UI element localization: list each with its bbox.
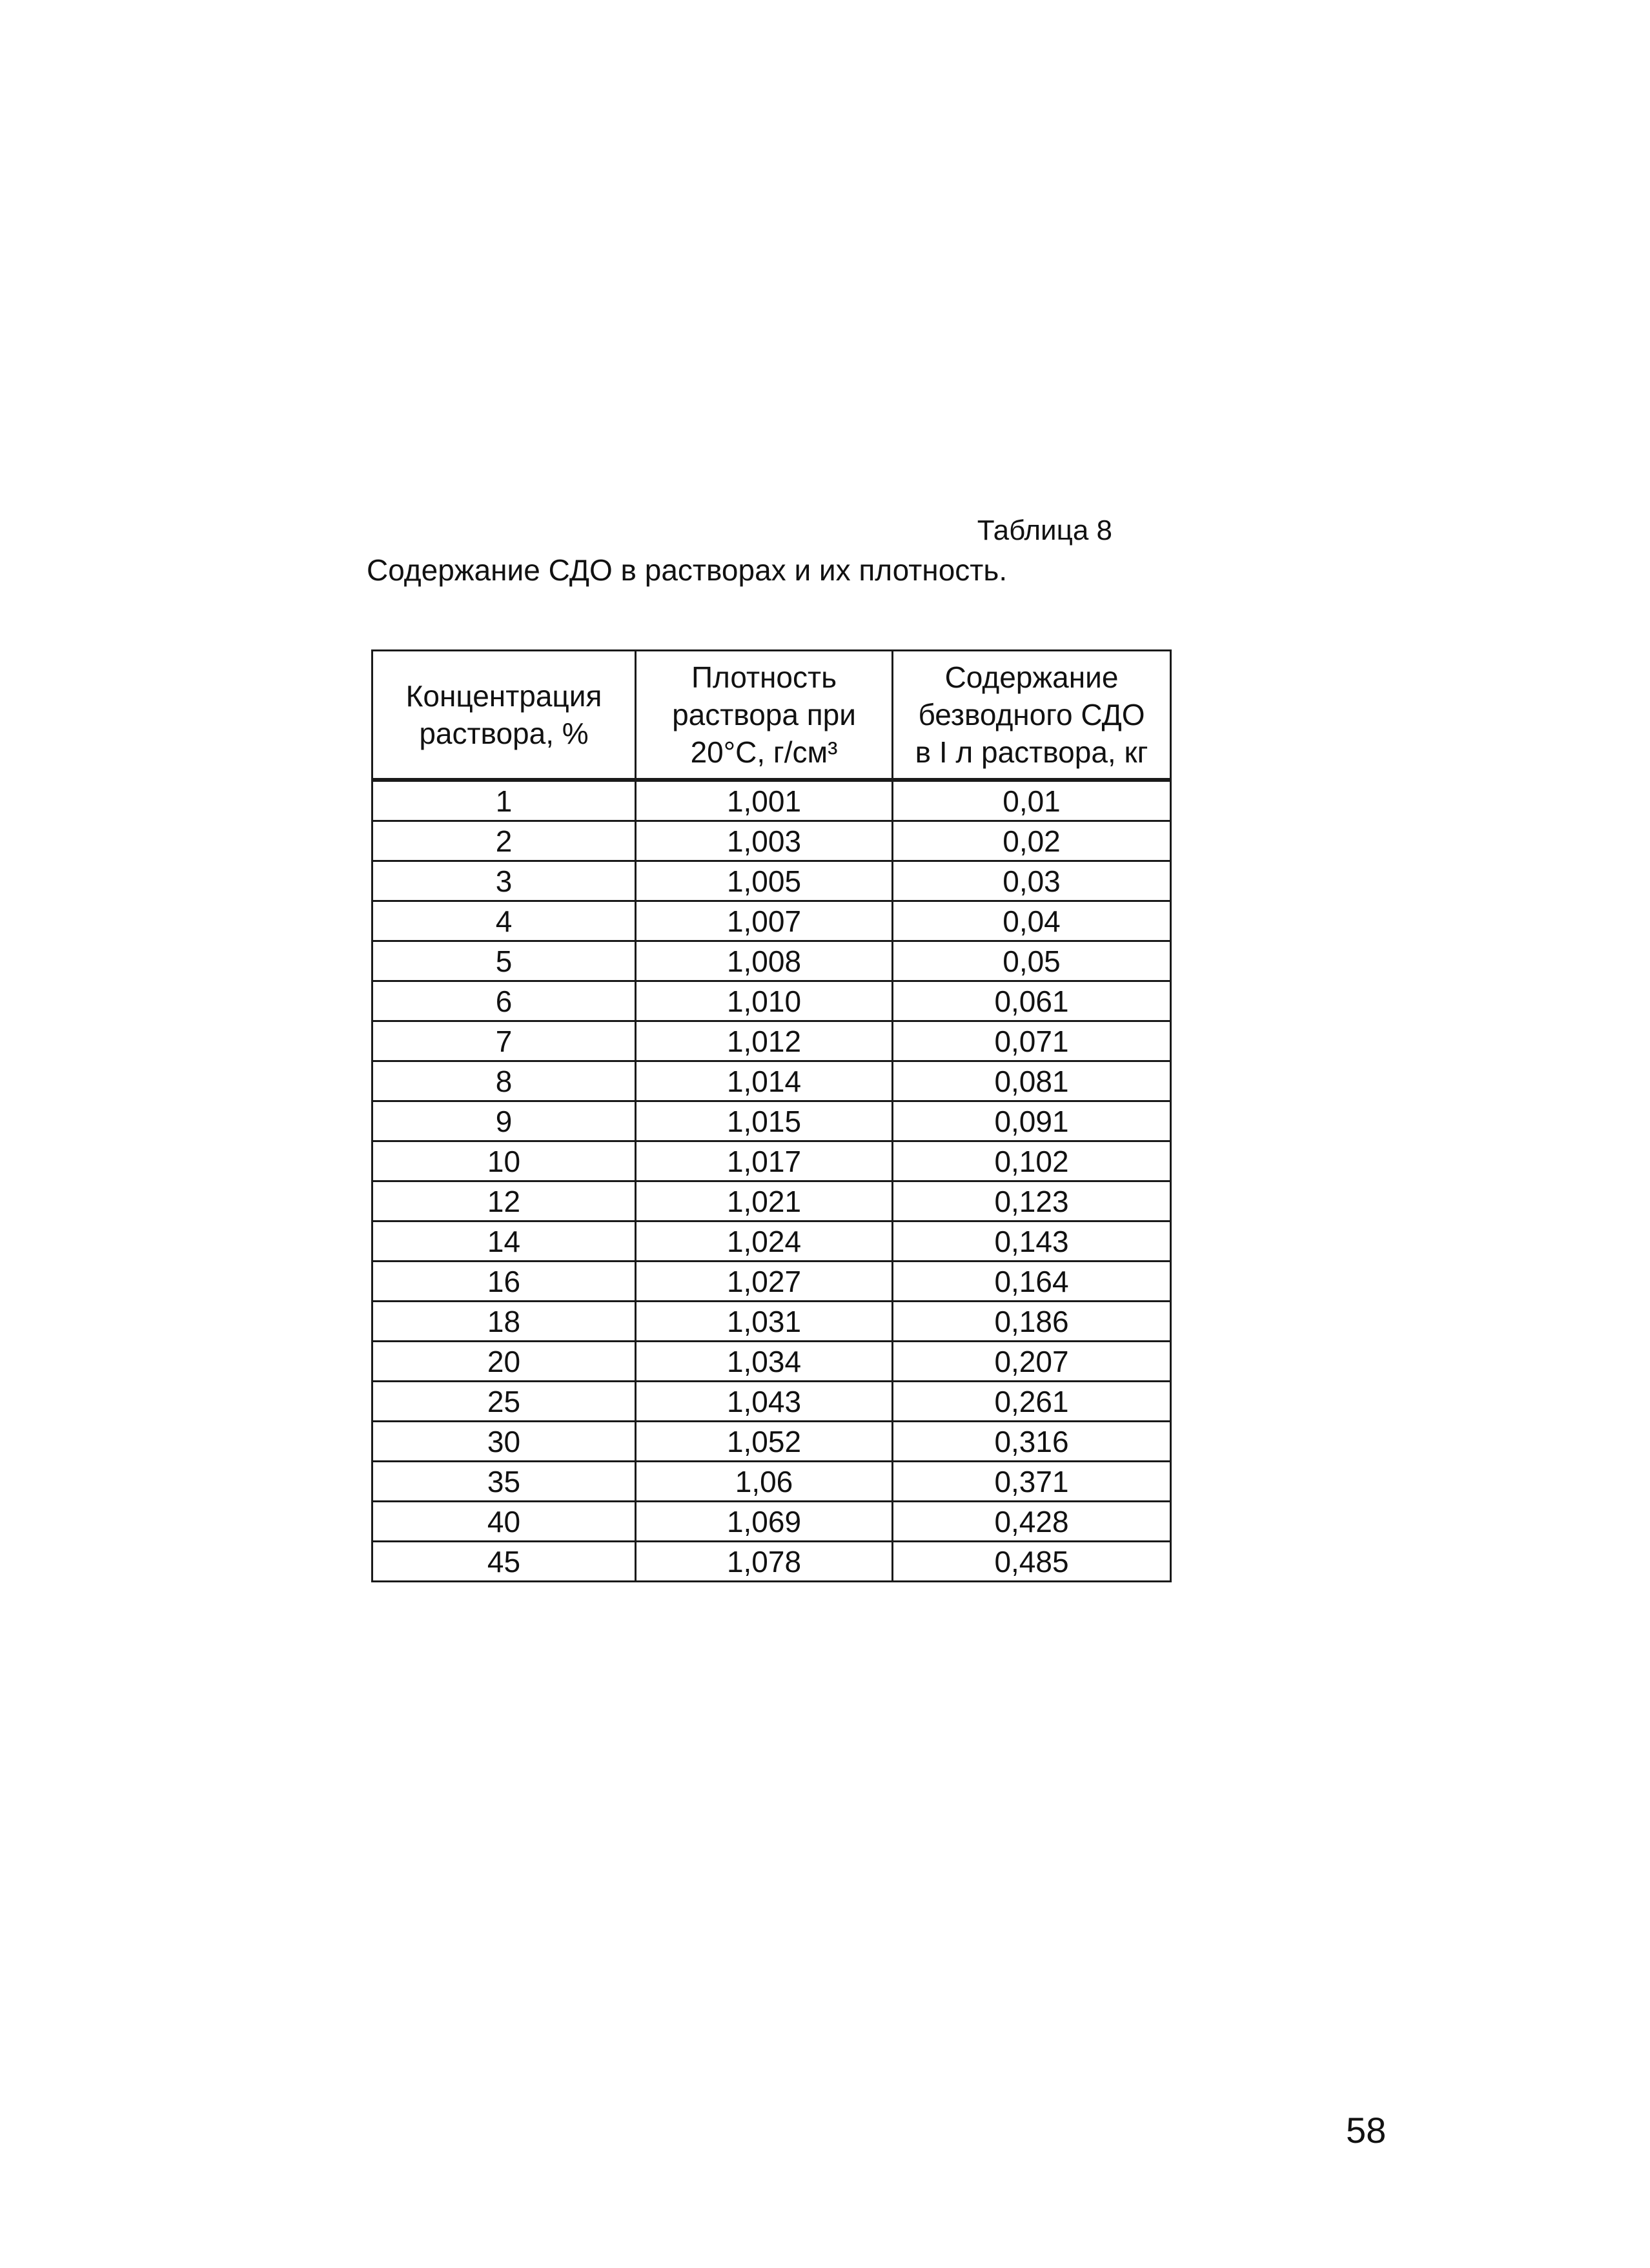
header-line: 20°С, г/см³ — [690, 735, 838, 769]
cell-concentration: 25 — [372, 1382, 636, 1422]
table-row — [372, 981, 1171, 1021]
cell-concentration: 6 — [372, 981, 636, 1021]
table-row — [372, 1422, 1171, 1462]
cell-content: 0,05 — [893, 941, 1171, 981]
cell-content: 0,428 — [893, 1502, 1171, 1542]
cell-content: 0,207 — [893, 1342, 1171, 1382]
table-row — [372, 1021, 1171, 1061]
data-table — [371, 649, 1172, 1582]
cell-content: 0,123 — [893, 1181, 1171, 1221]
cell-concentration: 5 — [372, 941, 636, 981]
cell-concentration: 14 — [372, 1221, 636, 1262]
cell-concentration: 12 — [372, 1181, 636, 1221]
cell-content: 0,316 — [893, 1422, 1171, 1462]
cell-content: 0,485 — [893, 1542, 1171, 1582]
table-row — [372, 1061, 1171, 1101]
cell-content: 0,081 — [893, 1061, 1171, 1101]
table-row — [372, 1342, 1171, 1382]
table-row — [372, 1462, 1171, 1502]
cell-content: 0,143 — [893, 1221, 1171, 1262]
cell-concentration: 1 — [372, 780, 636, 821]
cell-density: 1,069 — [636, 1502, 893, 1542]
table-row — [372, 861, 1171, 901]
cell-density: 1,010 — [636, 981, 893, 1021]
cell-content: 0,261 — [893, 1382, 1171, 1422]
cell-density: 1,021 — [636, 1181, 893, 1221]
cell-concentration: 10 — [372, 1141, 636, 1181]
cell-density: 1,078 — [636, 1542, 893, 1582]
cell-concentration: 20 — [372, 1342, 636, 1382]
cell-concentration: 3 — [372, 861, 636, 901]
cell-concentration: 8 — [372, 1061, 636, 1101]
cell-density: 1,012 — [636, 1021, 893, 1061]
table-row — [372, 941, 1171, 981]
cell-density: 1,008 — [636, 941, 893, 981]
header-line: раствора, % — [419, 717, 589, 750]
cell-concentration: 9 — [372, 1101, 636, 1141]
cell-concentration: 45 — [372, 1542, 636, 1582]
cell-content: 0,186 — [893, 1302, 1171, 1342]
table-row — [372, 1542, 1171, 1582]
cell-content: 0,102 — [893, 1141, 1171, 1181]
cell-content: 0,02 — [893, 821, 1171, 861]
cell-concentration: 18 — [372, 1302, 636, 1342]
table-row — [372, 1382, 1171, 1422]
cell-content: 0,071 — [893, 1021, 1171, 1061]
cell-density: 1,015 — [636, 1101, 893, 1141]
cell-concentration: 30 — [372, 1422, 636, 1462]
table-row — [372, 1101, 1171, 1141]
table-row — [372, 780, 1171, 821]
header-line: раствора при — [672, 698, 856, 731]
cell-density: 1,007 — [636, 901, 893, 941]
header-density — [636, 651, 893, 781]
table-row — [372, 1221, 1171, 1262]
cell-content: 0,371 — [893, 1462, 1171, 1502]
cell-content: 0,091 — [893, 1101, 1171, 1141]
header-concentration — [372, 651, 636, 781]
table-row — [372, 1181, 1171, 1221]
table-row — [372, 1302, 1171, 1342]
header-line: Плотность — [691, 660, 837, 694]
table-caption: Содержание СДО в растворах и их плотность. — [367, 553, 1008, 587]
cell-density: 1,06 — [636, 1462, 893, 1502]
table-row — [372, 1141, 1171, 1181]
cell-density: 1,017 — [636, 1141, 893, 1181]
cell-content: 0,04 — [893, 901, 1171, 941]
cell-density: 1,052 — [636, 1422, 893, 1462]
cell-density: 1,005 — [636, 861, 893, 901]
table-body — [372, 780, 1171, 1582]
cell-density: 1,014 — [636, 1061, 893, 1101]
table-row — [372, 1262, 1171, 1302]
cell-density: 1,034 — [636, 1342, 893, 1382]
cell-density: 1,031 — [636, 1302, 893, 1342]
cell-content: 0,03 — [893, 861, 1171, 901]
cell-density: 1,003 — [636, 821, 893, 861]
cell-content: 0,061 — [893, 981, 1171, 1021]
table-row — [372, 821, 1171, 861]
cell-concentration: 16 — [372, 1262, 636, 1302]
cell-concentration: 35 — [372, 1462, 636, 1502]
cell-concentration: 4 — [372, 901, 636, 941]
header-line: в I л раствора, кг — [915, 735, 1148, 769]
table-row — [372, 1502, 1171, 1542]
cell-concentration: 40 — [372, 1502, 636, 1542]
cell-concentration: 7 — [372, 1021, 636, 1061]
table-row — [372, 901, 1171, 941]
cell-content: 0,164 — [893, 1262, 1171, 1302]
table-label: Таблица 8 — [977, 515, 1112, 546]
header-line: безводного СДО — [918, 698, 1145, 731]
cell-content: 0,01 — [893, 780, 1171, 821]
cell-density: 1,043 — [636, 1382, 893, 1422]
header-content — [893, 651, 1171, 781]
cell-density: 1,027 — [636, 1262, 893, 1302]
header-line: Концентрация — [405, 679, 602, 713]
cell-concentration: 2 — [372, 821, 636, 861]
page-number: 58 — [1346, 2110, 1387, 2151]
cell-density: 1,001 — [636, 780, 893, 821]
header-row — [372, 651, 1171, 781]
header-line: Содержание — [944, 660, 1119, 694]
cell-density: 1,024 — [636, 1221, 893, 1262]
